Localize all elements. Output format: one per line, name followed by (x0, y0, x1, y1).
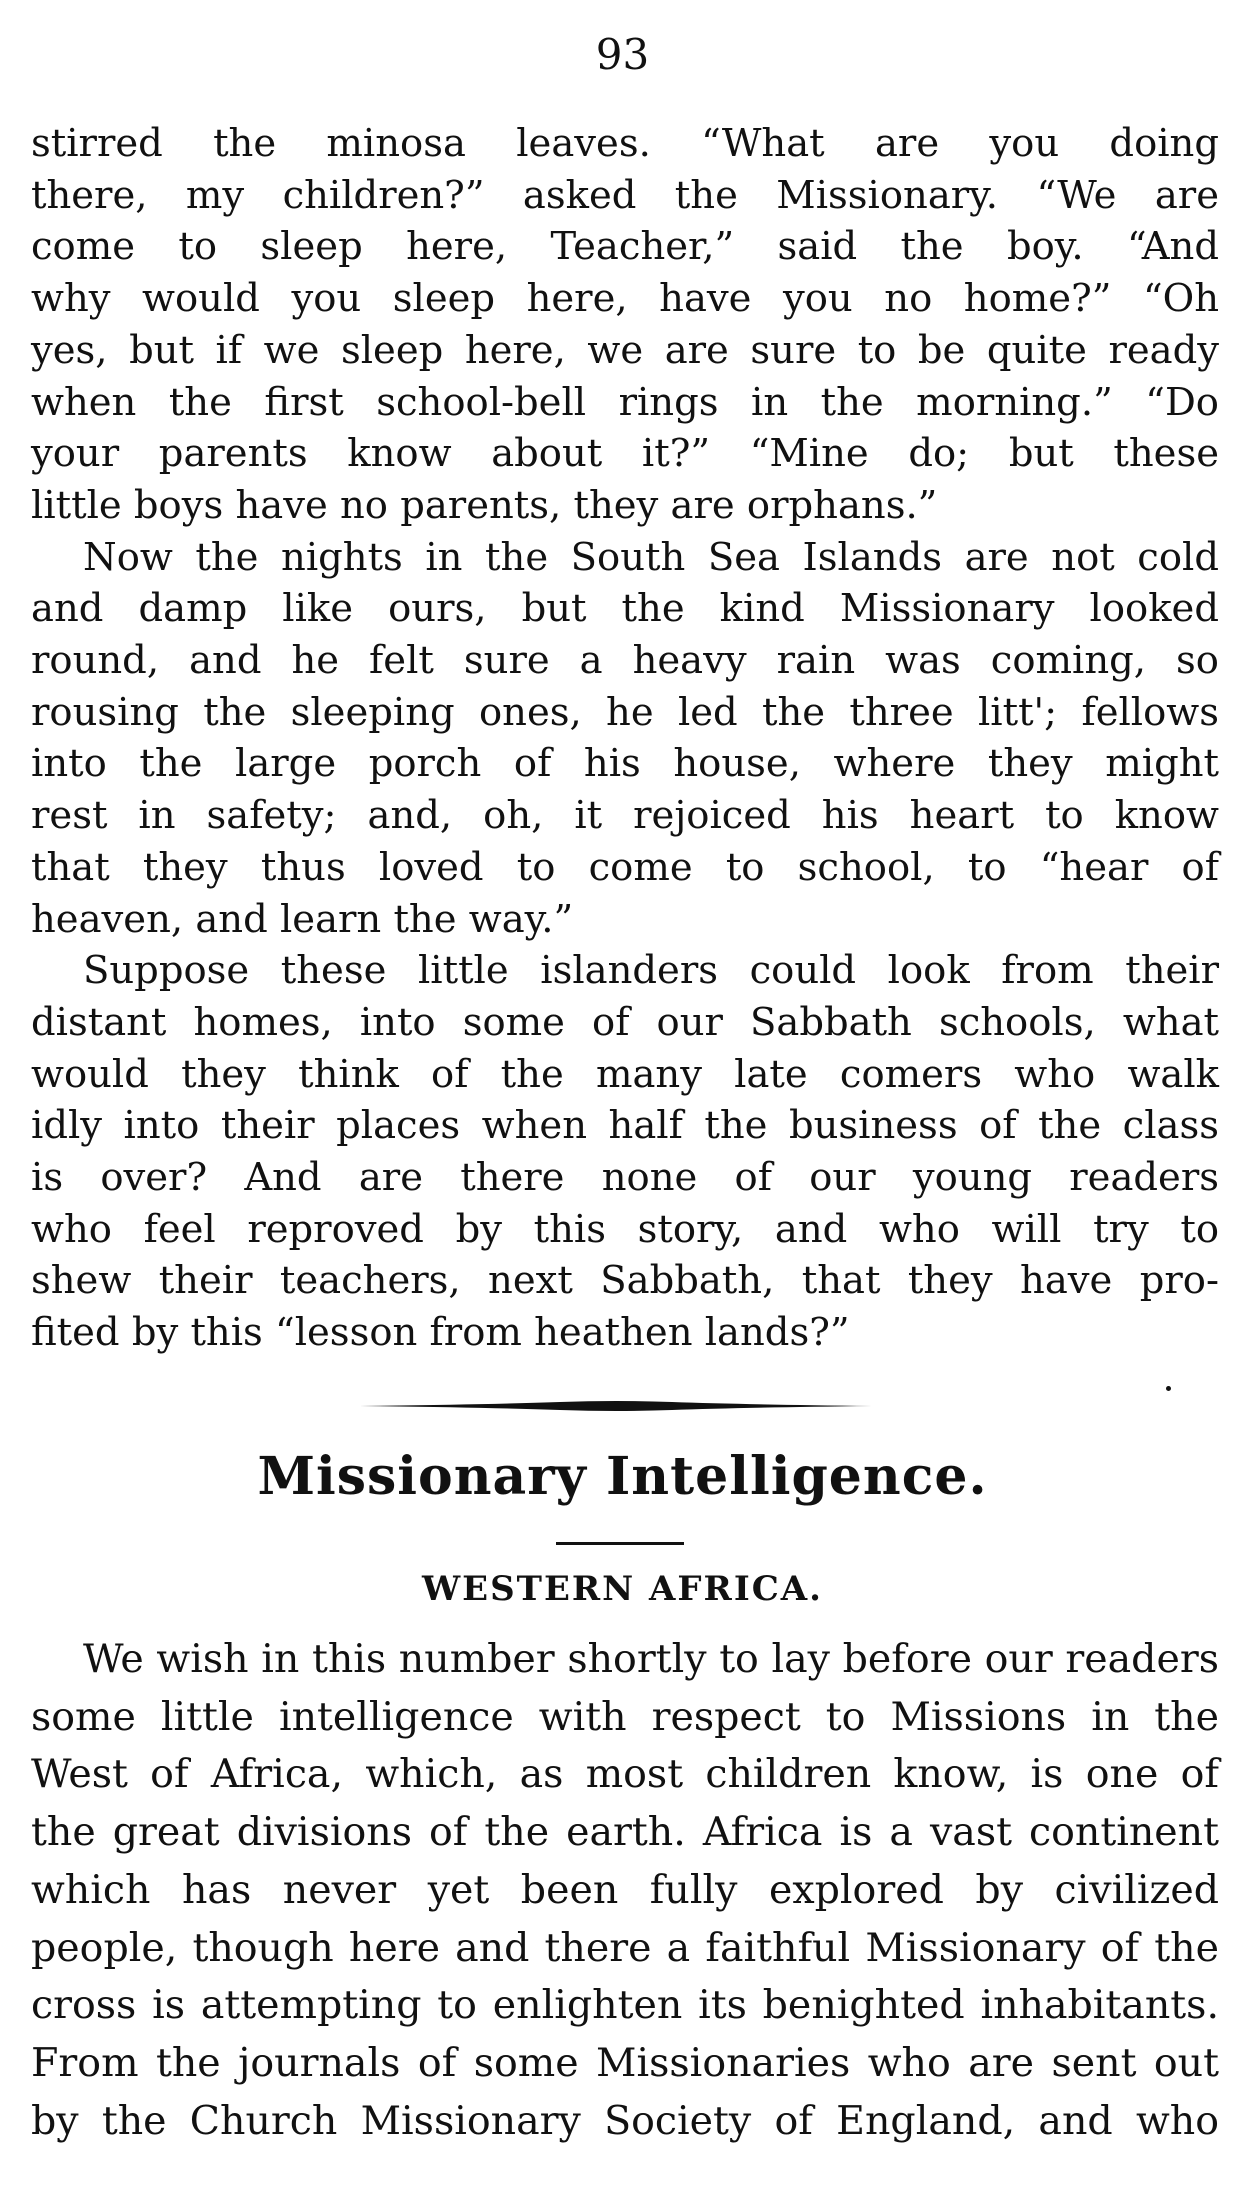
section-heading: Missionary Intelligence. (257, 1446, 988, 1507)
text-line: shew their teachers, next Sabbath, that they have pro- (31, 1258, 1219, 1304)
text-line: there, my children?” asked the Missionary. “We are (31, 172, 1219, 218)
text-line: why would you sleep here, have you no home?” “Oh (31, 276, 1219, 322)
text-line: that they thus loved to come to school, to “hear of (31, 844, 1219, 890)
text-line: by the Church Missionary Society of England, and who (31, 2097, 1219, 2144)
text-line: some little intelligence with respect to Missions in the (31, 1693, 1219, 1740)
text-line: Suppose these little islanders could look from their (83, 948, 1219, 994)
text-line: is over? And are there none of our young readers (31, 1155, 1219, 1201)
text-line: rousing the sleeping ones, he led the three litt'; fellows (31, 689, 1219, 735)
section-divider-rule (360, 1400, 872, 1412)
text-line: idly into their places when half the business of the class (31, 1103, 1219, 1149)
text-line: Now the nights in the South Sea Islands are not cold (83, 534, 1219, 580)
text-line: people, though here and there a faithful Missionary of the (31, 1924, 1219, 1971)
text-line: distant homes, into some of our Sabbath schools, what (31, 999, 1219, 1045)
ink-speck (1166, 1386, 1171, 1391)
text-line: your parents know about it?” “Mine do; but these (31, 431, 1219, 477)
text-line: We wish in this number shortly to lay before our readers (83, 1636, 1219, 1682)
text-line: which has never yet been fully explored by civilized (31, 1866, 1219, 1913)
text-line: round, and he felt sure a heavy rain was coming, so (31, 638, 1219, 684)
story-text (31, 118, 1219, 1359)
text-line: the great divisions of the earth. Africa is a vast continent (31, 1809, 1219, 1856)
article-text (31, 1631, 1219, 2150)
text-line: come to sleep here, Teacher,” said the boy. “And (31, 224, 1219, 270)
text-line: who feel reproved by this story, and who will try to (31, 1206, 1219, 1252)
text-line: rest in safety; and, oh, it rejoiced his heart to know (31, 793, 1219, 839)
heading-underline-rule (556, 1542, 684, 1545)
text-line: little boys have no parents, they are orphans.” (31, 482, 938, 528)
text-line: West of Africa, which, as most children know, is one of (31, 1751, 1219, 1798)
text-line: heaven, and learn the way.” (31, 896, 574, 942)
page-number: 93 (595, 30, 650, 79)
text-line: and damp like ours, but the kind Missionary looked (31, 586, 1219, 632)
text-line: stirred the minosa leaves. “What are you doing (31, 121, 1219, 166)
text-line: would they think of the many late comers who walk (31, 1051, 1219, 1097)
text-line: From the journals of some Missionaries who are sent out (31, 2039, 1219, 2086)
sub-heading: WESTERN AFRICA. (422, 1569, 823, 1609)
text-line: into the large porch of his house, where they might (31, 741, 1219, 787)
text-line: when the first school-bell rings in the morning.” “Do (31, 379, 1219, 425)
text-line: cross is attempting to enlighten its benighted inhabitants. (31, 1982, 1219, 2029)
text-line: fited by this “lesson from heathen lands?” (31, 1310, 850, 1356)
text-line: yes, but if we sleep here, we are sure to be quite ready (31, 327, 1219, 373)
